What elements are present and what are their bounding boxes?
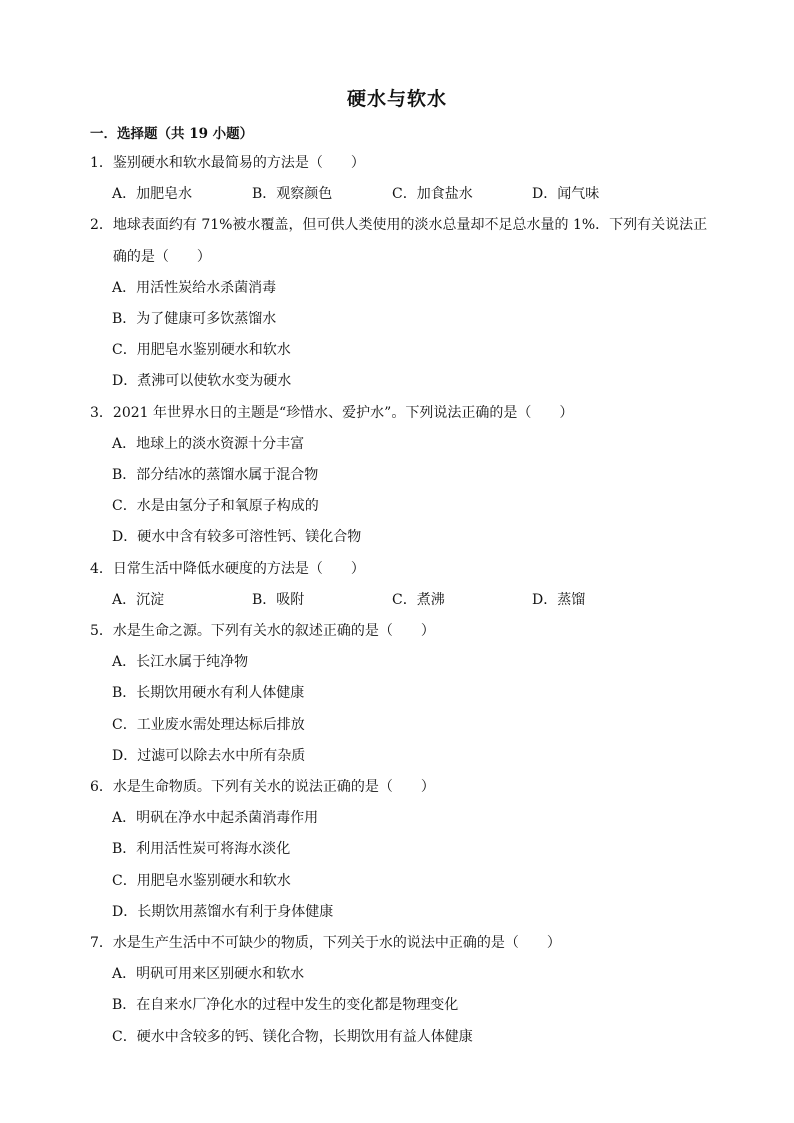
- option-b: B．观察颜色: [252, 186, 333, 203]
- question-text: 水是生命之源。下列有关水的叙述正确的是（ ）: [112, 623, 435, 640]
- question-number: 3．: [90, 404, 113, 421]
- question-number: 1．: [90, 155, 113, 171]
- option-a: A．地球上的淡水资源十分丰富: [112, 435, 305, 452]
- question-stem: [90, 554, 710, 585]
- option-d: D．煮沸可以使软水变为硬水: [112, 373, 292, 390]
- question-stem: [90, 148, 710, 179]
- options-list: [90, 803, 710, 928]
- question-number: 2．: [90, 217, 113, 234]
- option-a: A．用活性炭给水杀菌消毒: [112, 279, 277, 296]
- option-a: A．明矾可用来区别硬水和软水: [112, 966, 305, 983]
- question-text: 鉴别硬水和软水最简易的方法是（ ）: [112, 155, 365, 171]
- section-heading: 一．选择题（共 19 小题）: [90, 126, 254, 142]
- option-b: B．利用活性炭可将海水淡化: [112, 841, 291, 858]
- question-7: [90, 928, 710, 1053]
- question-text: 地球表面约有 71%被水覆盖，但可供人类使用的淡水总量却不足总水量的 1%．下列有关说法正确的是（ ）: [112, 217, 708, 265]
- question-1: [90, 148, 710, 210]
- question-list: [90, 148, 710, 1053]
- option-d: D．硬水中含有较多可溶性钙、镁化合物: [112, 529, 362, 546]
- question-text: 水是生命物质。下列有关水的说法正确的是（ ）: [112, 779, 435, 796]
- options-list: [90, 647, 710, 772]
- option-d: D．长期饮用蒸馏水有利于身体健康: [112, 903, 334, 920]
- document-title: 硬水与软水: [346, 88, 447, 110]
- option-a: A．沉淀: [112, 591, 165, 608]
- options-row: [90, 585, 710, 616]
- option-c: C．工业废水需处理达标后排放: [112, 716, 305, 733]
- option-b: B．为了健康可多饮蒸馏水: [112, 311, 277, 328]
- question-3: [90, 398, 710, 554]
- option-b: B．部分结冰的蒸馏水属于混合物: [112, 467, 319, 484]
- question-number: 4．: [90, 560, 113, 577]
- options-list: [90, 429, 710, 554]
- option-c: C．硬水中含较多的钙、镁化合物，长期饮用有益人体健康: [112, 1028, 473, 1045]
- question-2: [90, 210, 710, 397]
- option-c: C．水是由氢分子和氧原子构成的: [112, 498, 319, 515]
- option-d: D．过滤可以除去水中所有杂质: [112, 747, 306, 764]
- question-number: 5．: [90, 623, 113, 640]
- option-c: C．加食盐水: [392, 186, 473, 203]
- question-number: 6．: [90, 779, 113, 796]
- option-a: A．明矾在净水中起杀菌消毒作用: [112, 810, 319, 827]
- option-b: B．在自来水厂净化水的过程中发生的变化都是物理变化: [112, 997, 459, 1014]
- option-b: B．长期饮用硬水有利人体健康: [112, 685, 305, 702]
- question-4: [90, 554, 710, 616]
- option-d: D．蒸馏: [532, 591, 586, 608]
- question-stem: [90, 398, 710, 429]
- question-number: 7．: [90, 935, 113, 952]
- option-a: A．加肥皂水: [112, 186, 193, 203]
- option-c: C．用肥皂水鉴别硬水和软水: [112, 872, 291, 889]
- option-a: A．长江水属于纯净物: [112, 654, 249, 671]
- option-c: C．煮沸: [392, 591, 445, 608]
- options-list: [90, 273, 710, 398]
- option-c: C．用肥皂水鉴别硬水和软水: [112, 342, 291, 359]
- question-6: [90, 772, 710, 928]
- question-5: [90, 616, 710, 772]
- question-stem: [90, 210, 710, 272]
- question-stem: [90, 928, 710, 959]
- option-b: B．吸附: [252, 591, 305, 608]
- options-row: [90, 179, 710, 210]
- question-stem: [90, 616, 710, 647]
- option-d: D．闻气味: [532, 186, 600, 203]
- question-stem: [90, 772, 710, 803]
- question-text: 日常生活中降低水硬度的方法是（ ）: [112, 560, 365, 577]
- question-text: 2021 年世界水日的主题是“珍惜水、爱护水”。下列说法正确的是（ ）: [112, 404, 574, 421]
- question-text: 水是生产生活中不可缺少的物质，下列关于水的说法中正确的是（ ）: [112, 935, 561, 952]
- options-list: [90, 959, 710, 1053]
